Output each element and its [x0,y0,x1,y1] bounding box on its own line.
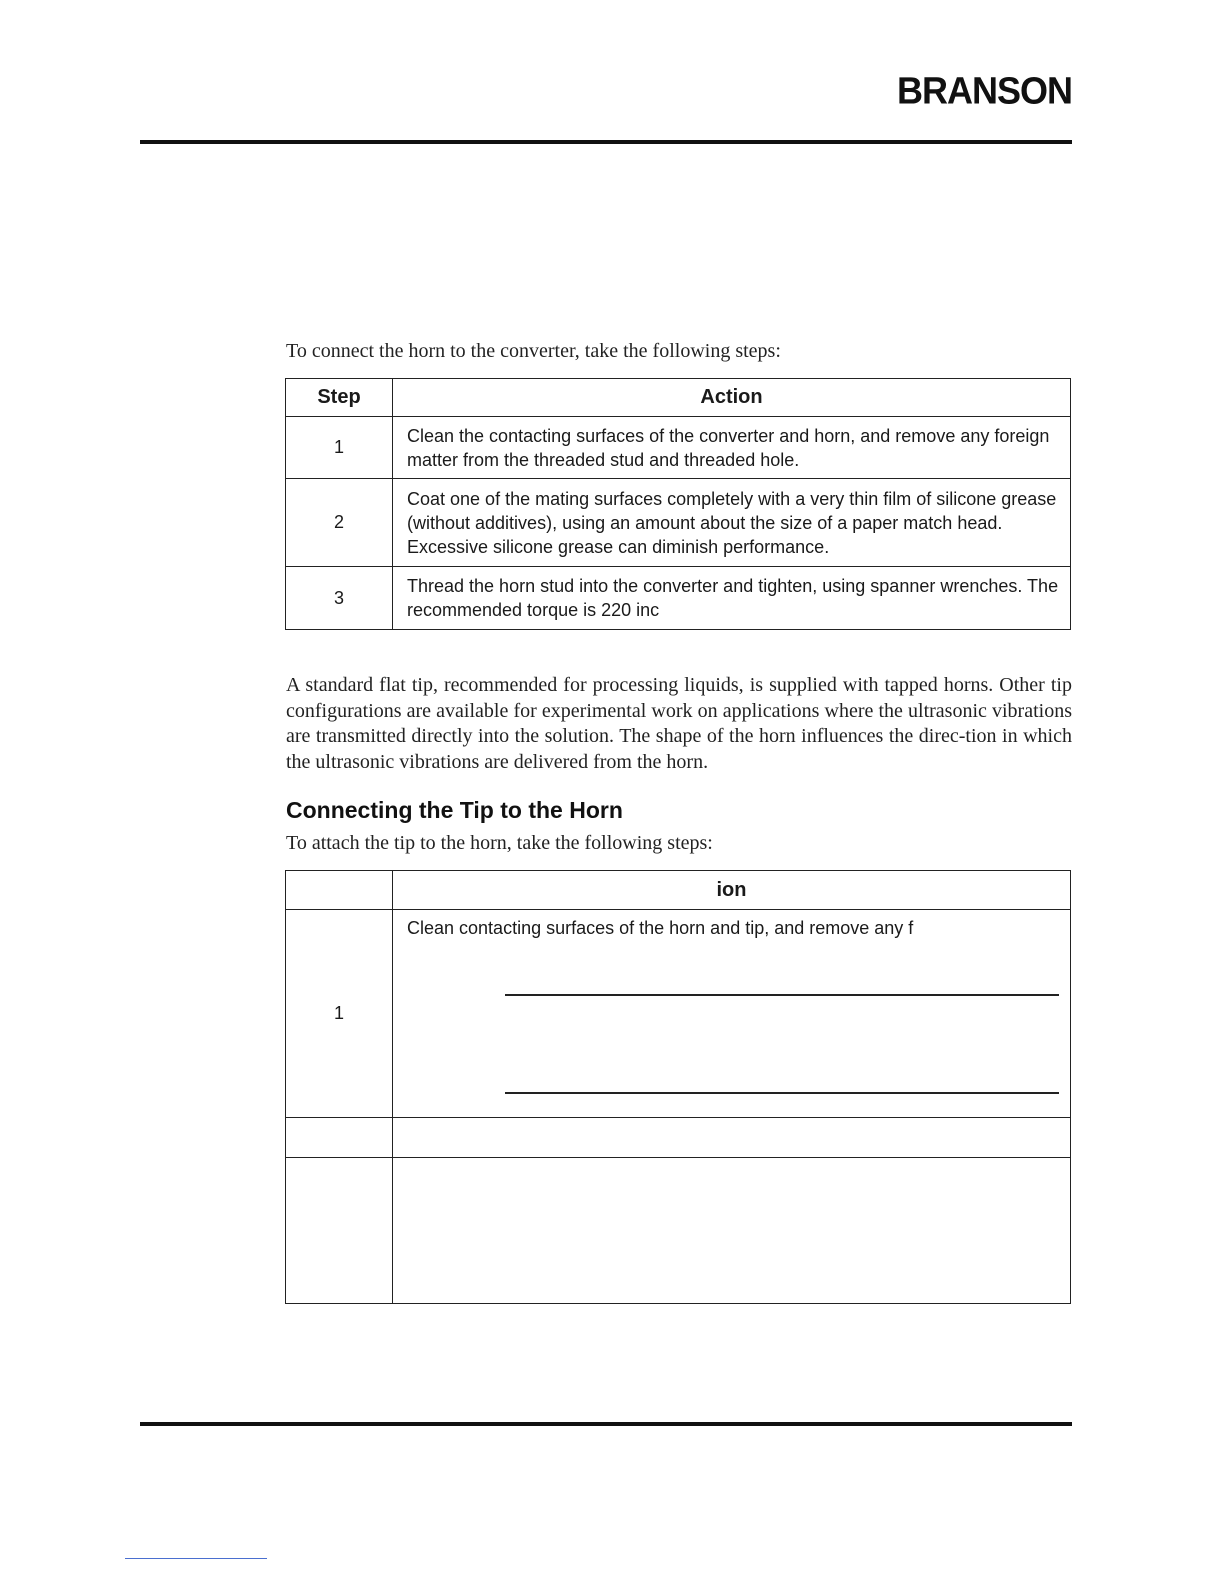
action-column-header: Action [393,379,1071,417]
step-action: Clean contacting surfaces of the horn and tip, and remove any f [407,918,914,938]
section2-heading: Connecting the Tip to the Horn [286,797,623,823]
section1-intro: To connect the horn to the converter, take the following steps: [286,340,781,362]
step-number [286,1118,393,1158]
section2-intro: To attach the tip to the horn, take the following steps: [286,832,713,854]
step-action [393,1158,1071,1304]
table-row [286,479,1071,567]
step-number [286,1158,393,1304]
table-row [286,1118,1071,1158]
step-number: 1 [286,417,393,479]
header-rule [140,140,1072,144]
action-column-header: ion [393,871,1071,910]
step-column-header: Step [286,379,393,417]
table-row [286,1158,1071,1304]
table-row [286,417,1071,479]
branson-logo: BRANSON [896,68,1072,112]
step-column-header [286,871,393,910]
horn-converter-steps-table [285,378,1071,630]
step-number: 2 [286,479,393,567]
tip-horn-steps-table [285,870,1071,1304]
step-action: Clean the contacting surfaces of the converter and horn, and remove any foreign matter from the threaded stud and threaded hole. [393,417,1071,479]
note-rule-bottom [505,1092,1059,1094]
step-action: Thread the horn stud into the converter and tighten, using spanner wrenches. The recommended torque is 220 inc [393,567,1071,630]
table-header-row [286,379,1071,417]
step-action [393,1118,1071,1158]
table-row [286,910,1071,1118]
table-header-row [286,871,1071,910]
step-action-cell [393,910,1071,1118]
footer-rule [140,1422,1072,1426]
step-action: Coat one of the mating surfaces completely with a very thin film of silicone grease (without additives), using an amount about the size of a paper match head. Excessive silicone grease can diminish performance. [393,479,1071,567]
table-row [286,567,1071,630]
tip-description-paragraph: A standard flat tip, recommended for processing liquids, is supplied with tapped horns. Other tip configurations are available for experimental work on applications where the ultrasonic vibrations are transmitted directly into the solution. The shape of the horn influences the direc-tion in which the ultrasonic vibrations are delivered from the horn. [286,674,1072,773]
footer-link-underline[interactable] [125,1558,267,1559]
step-number: 3 [286,567,393,630]
note-rule-top [505,994,1059,996]
step-number: 1 [286,910,393,1118]
